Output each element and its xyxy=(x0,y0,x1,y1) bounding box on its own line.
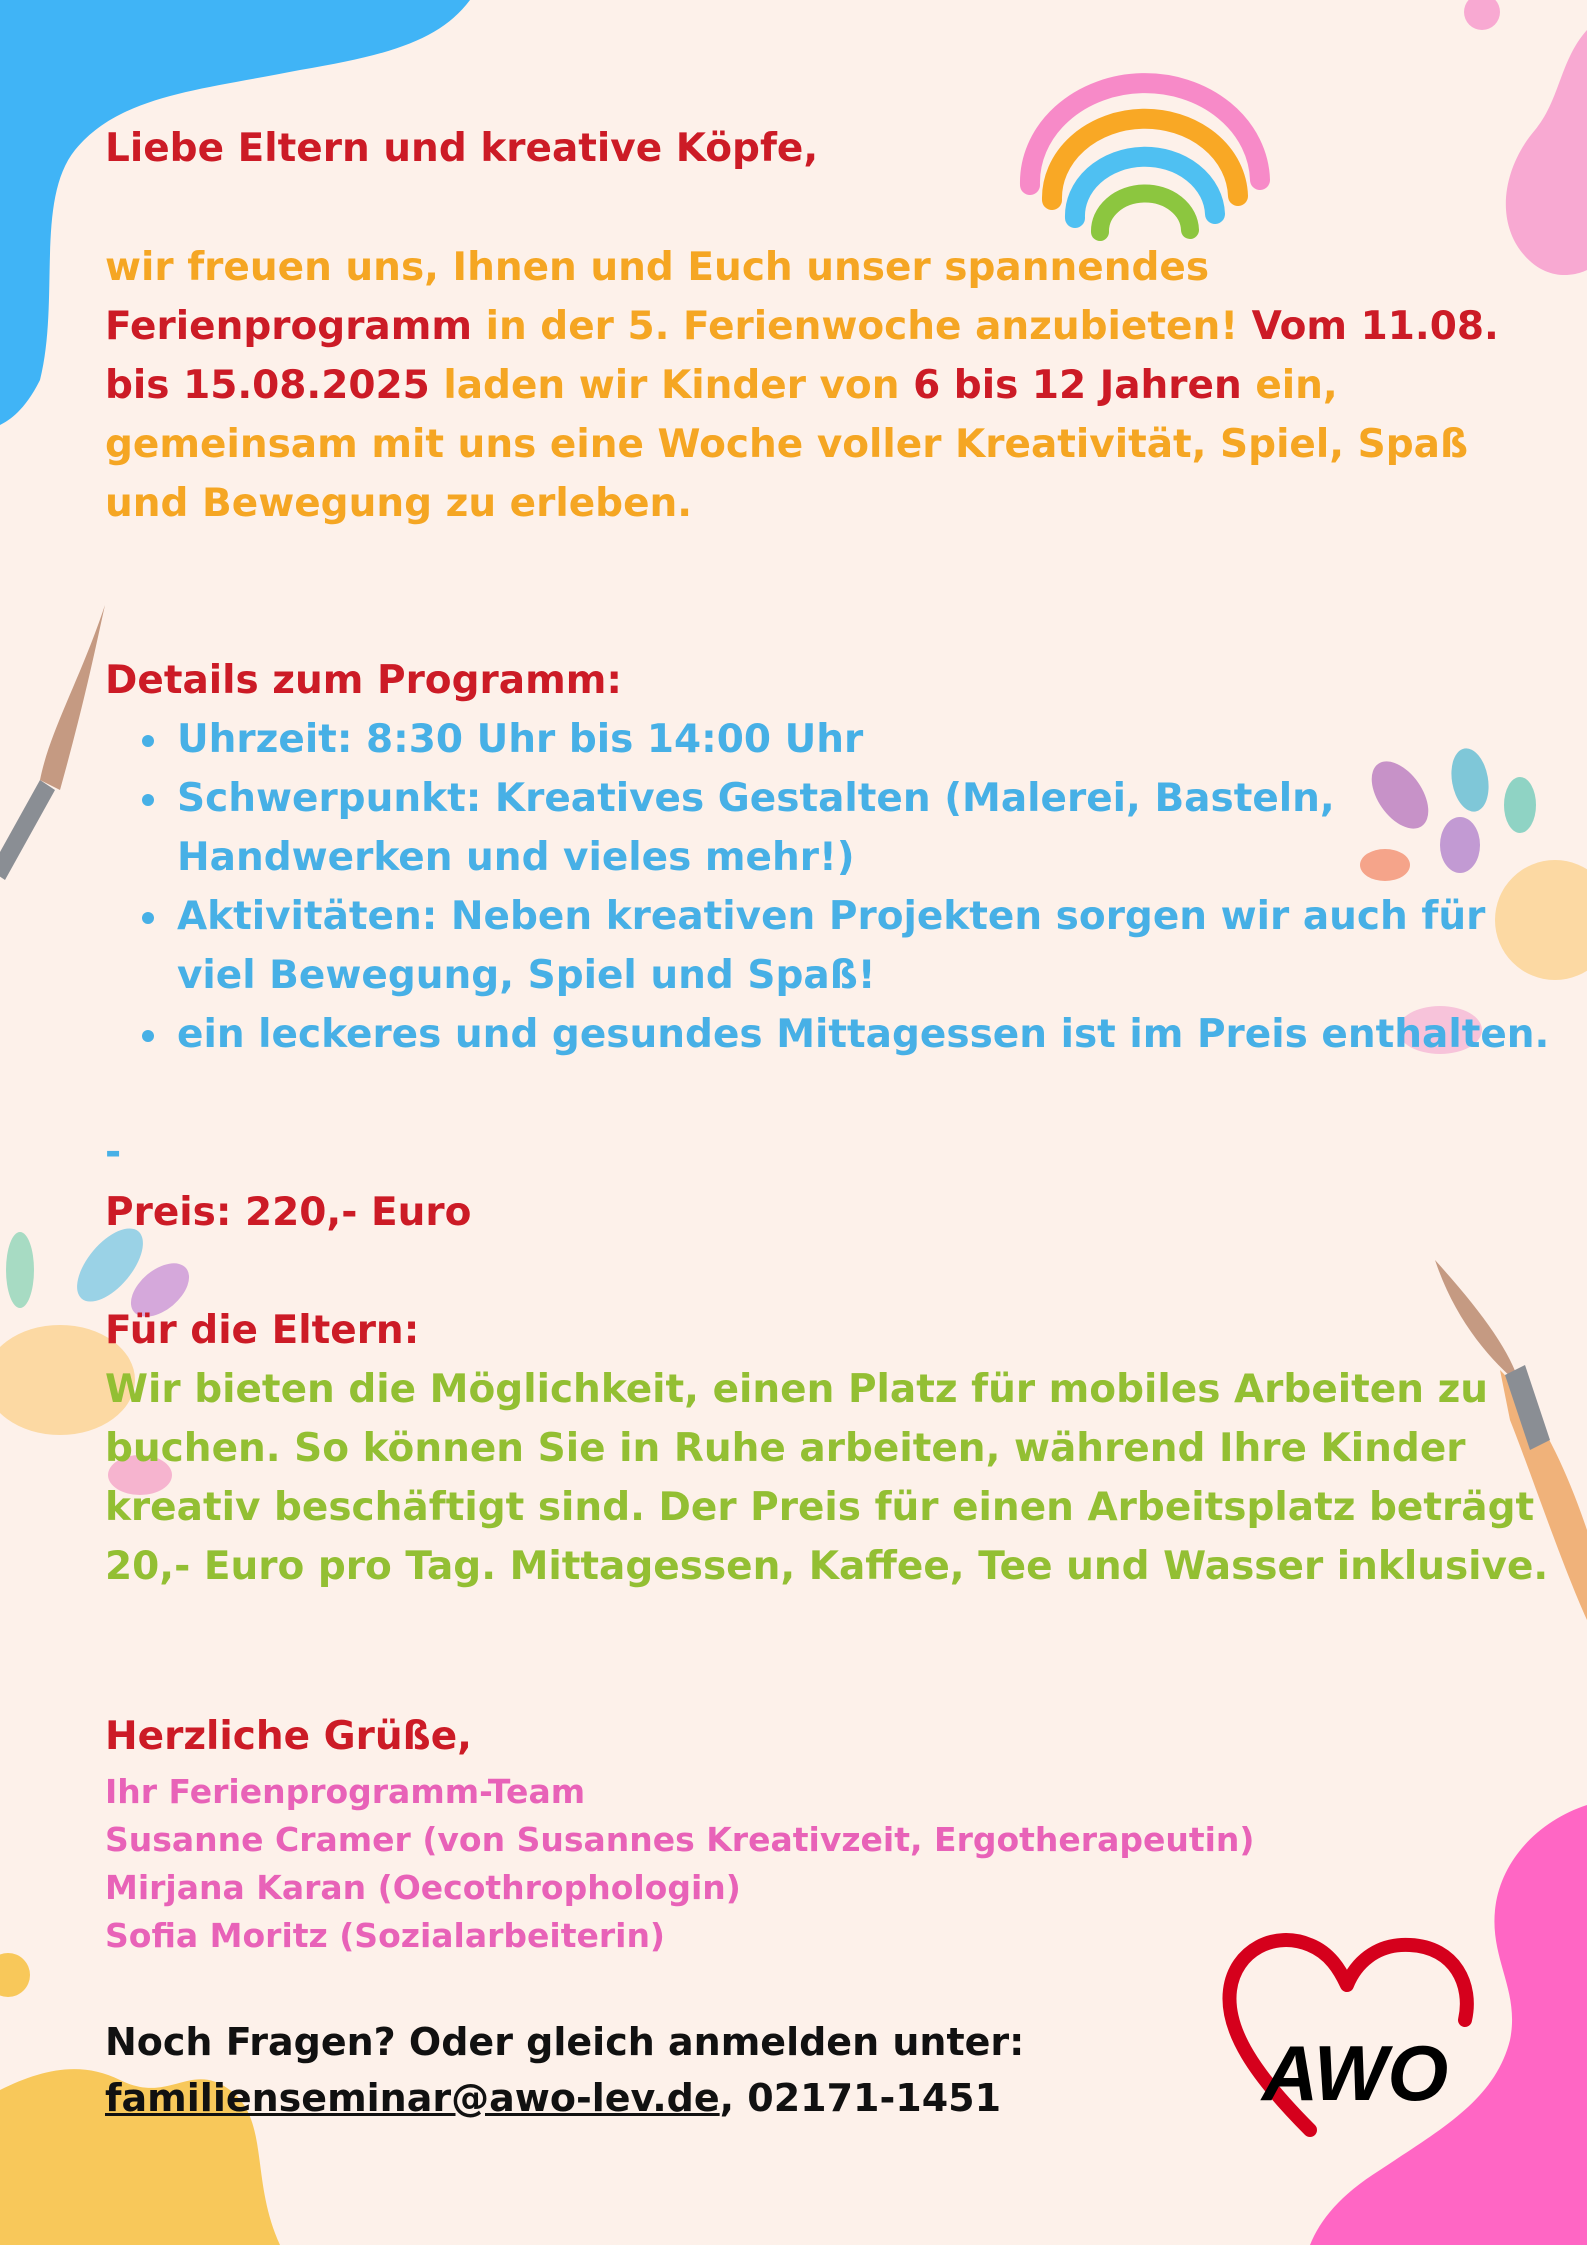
contact-question: Noch Fragen? Oder gleich anmelden unter: xyxy=(105,2020,1025,2064)
details-item: ein leckeres und gesundes Mittagessen ist im Preis enthalten. xyxy=(177,1005,1577,1064)
parents-text: Wir bieten die Möglichkeit, einen Platz für mobiles Arbeiten zu buchen. So können Sie in Ruhe arbeiten, während Ihre Kinder kreativ beschäftigt sind. Der Preis für einen Arbeitsplatz beträgt 20,- Euro pro Tag. Mittagessen, Kaffee, Tee und Wasser inklusive. xyxy=(105,1367,1549,1589)
team-line: Ihr Ferienprogramm-Team xyxy=(105,1772,586,1811)
paintbrush-icon-left xyxy=(0,605,105,880)
closing-greeting: Herzliche Grüße, xyxy=(105,1714,472,1759)
parents-heading: Für die Eltern: xyxy=(105,1308,420,1353)
intro-part: ein, gemeinsam mit uns eine Woche voller Kreativität, Spiel, Spaß und Bewegung zu erleben. xyxy=(105,363,1469,526)
details-heading: Details zum Programm: xyxy=(105,658,622,703)
details-item: Aktivitäten: Neben kreativen Projekten sorgen wir auch für viel Bewegung, Spiel und Spaß! xyxy=(177,887,1577,1005)
intro-part: wir freuen uns, Ihnen und Euch unser spannendes xyxy=(105,245,1210,290)
details-item: Schwerpunkt: Kreatives Gestalten (Malerei, Basteln, Handwerken und vieles mehr!) xyxy=(177,769,1577,887)
details-list xyxy=(105,710,1577,1064)
awo-logo xyxy=(1215,1925,1485,2140)
intro-paragraph xyxy=(105,238,1505,533)
yellow-dot xyxy=(0,1953,30,1997)
intro-dates: Vom 11.08. bis 15.08.2025 xyxy=(105,304,1499,408)
intro-part: laden wir Kinder von xyxy=(429,363,914,408)
team-member: Susanne Cramer (von Susannes Kreativzeit, Ergotherapeutin) xyxy=(105,1820,1255,1859)
email-link[interactable]: familienseminar@awo-lev.de xyxy=(105,2076,720,2120)
greeting-heading: Liebe Eltern und kreative Köpfe, xyxy=(105,126,819,171)
team-member: Mirjana Karan (Oecothrophologin) xyxy=(105,1868,741,1907)
phone-number: 02171-1451 xyxy=(747,2076,1002,2120)
intro-age-range: 6 bis 12 Jahren xyxy=(913,363,1242,408)
team-member: Sofia Moritz (Sozialarbeiterin) xyxy=(105,1916,666,1955)
pink-dot xyxy=(1464,0,1500,30)
intro-part: in der 5. Ferienwoche anzubieten! xyxy=(472,304,1252,349)
price: Preis: 220,- Euro xyxy=(105,1190,472,1235)
contact-separator: , xyxy=(719,2076,748,2120)
separator-dash: - xyxy=(105,1130,122,1175)
intro-program-name: Ferienprogramm xyxy=(105,304,473,349)
awo-logo-text: AWO xyxy=(1261,2029,1449,2117)
details-item: Uhrzeit: 8:30 Uhr bis 14:00 Uhr xyxy=(177,710,1577,769)
